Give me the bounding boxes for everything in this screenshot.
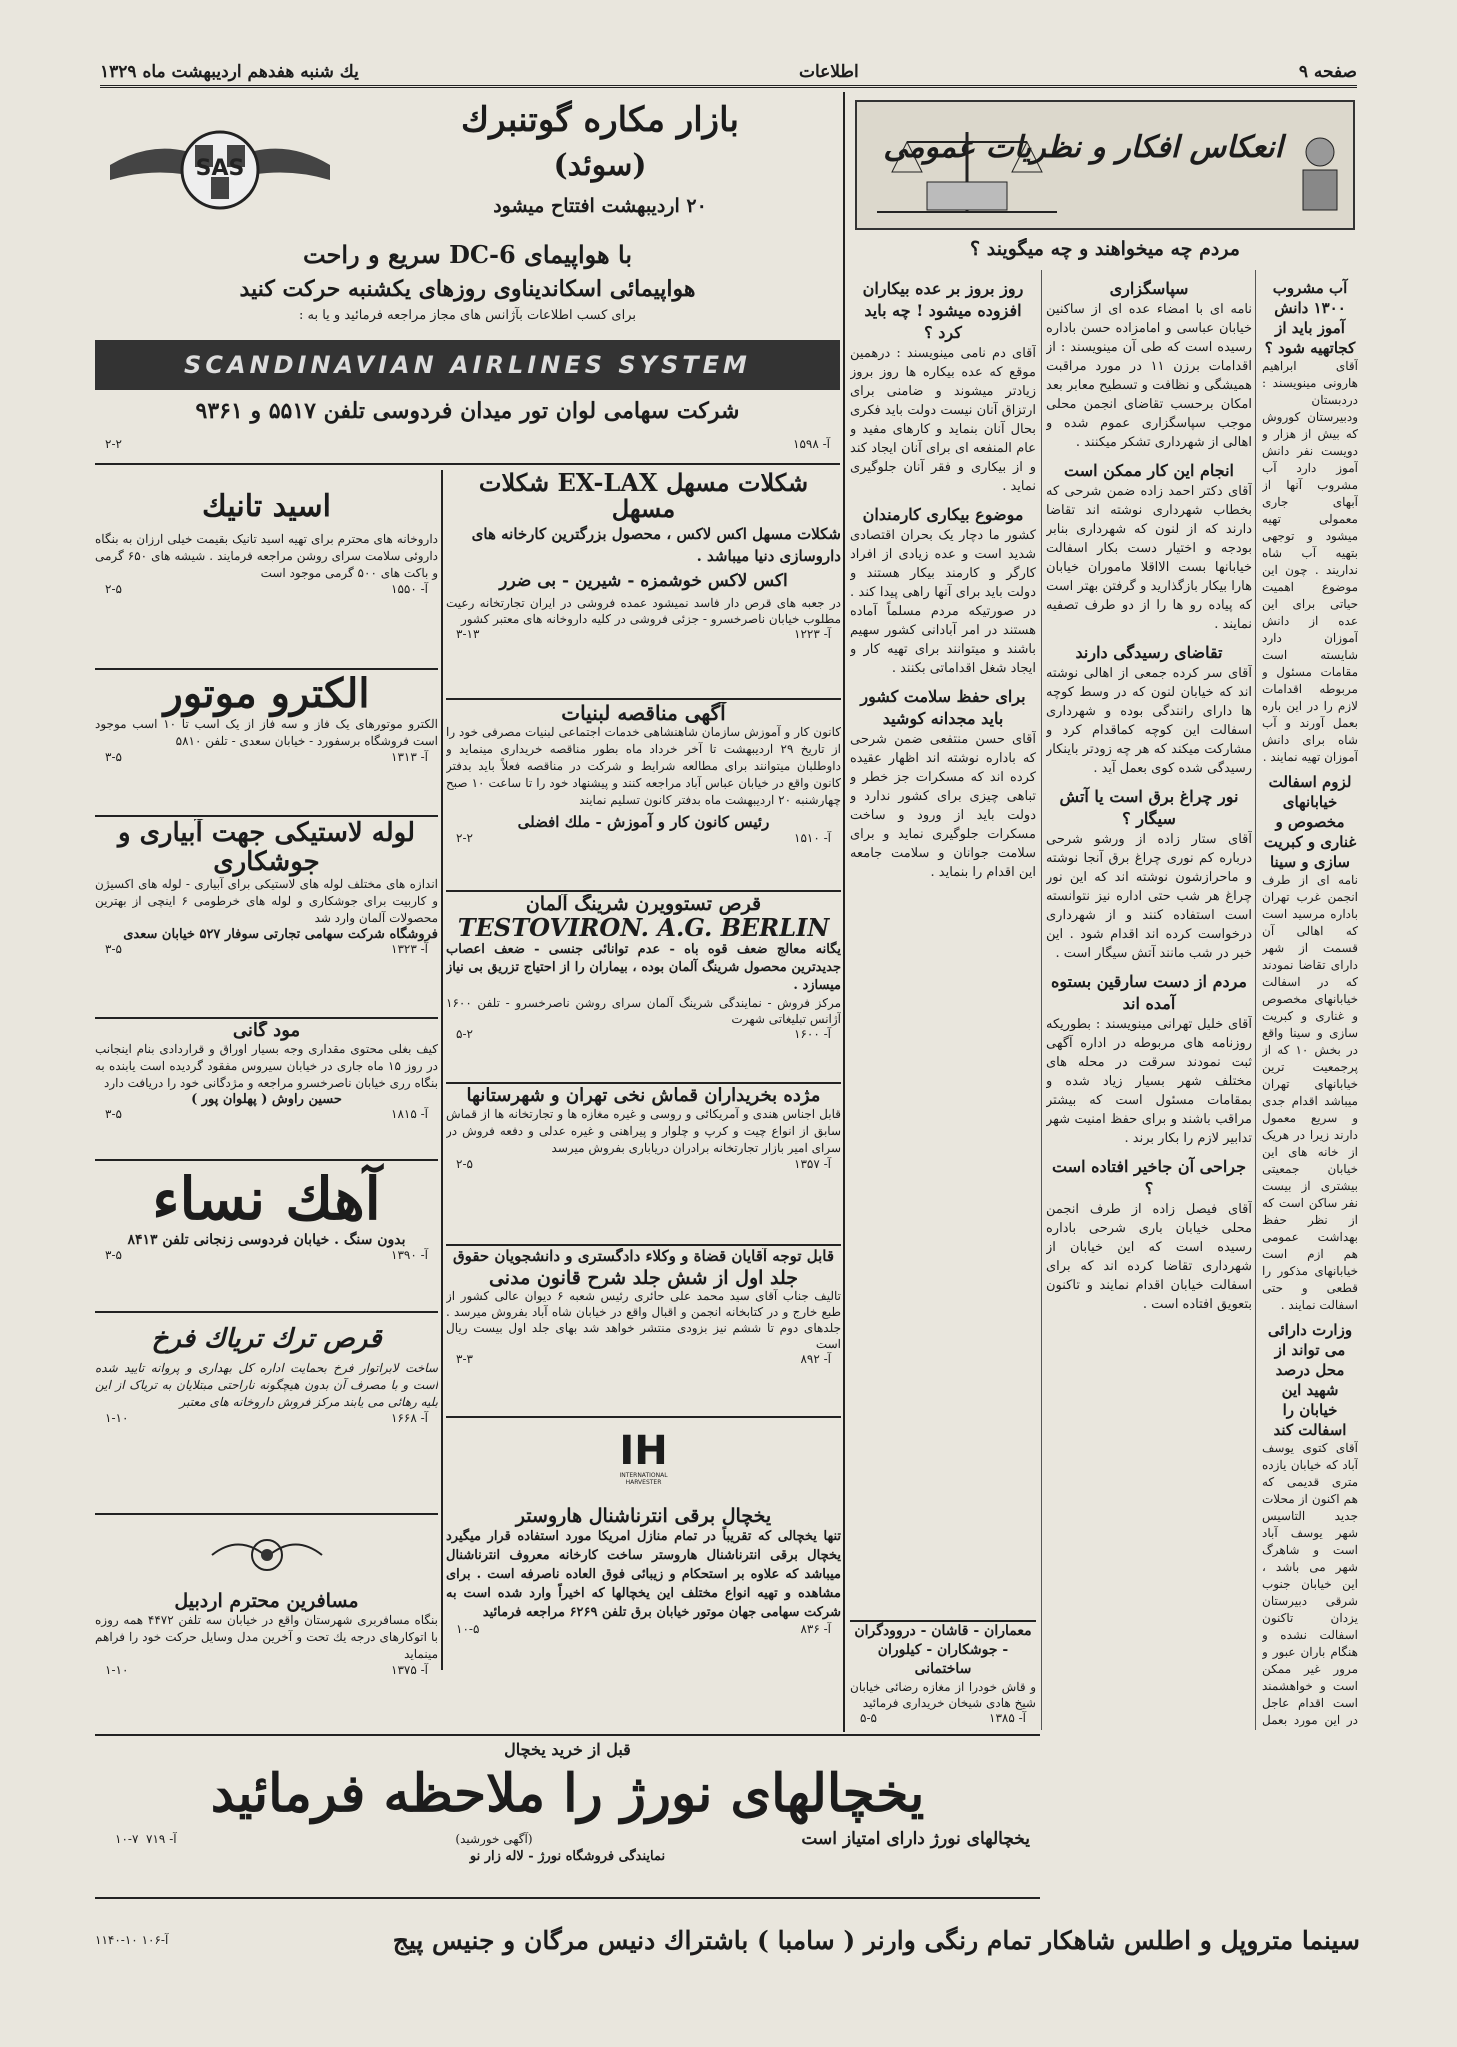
fabric-ad [446, 1086, 841, 1246]
ih-logo-mark: IH [619, 1428, 668, 1474]
letter-title: جراحی آن جاخیر افتاده است ؟ [1051, 1157, 1247, 1198]
acid-body: داروخانه های محترم برای تهیه اسید تانیک بقیمت خیلی ارزان به بنگاه داروئی سلامت سرای روشن مراجعه فرمایند . شیشه های ۶۵۰ گرمی و باکت های ۵۰۰ گرمی موجود است [95, 532, 438, 580]
mode-body: کیف بغلی محتوی مقداری وجه بسیار اوراق و قراردادی بنام اینجانب در روز ۱۵ ماه جاری در خیابان سیروس مفقود گردیده است یابنده به بنگاه رری خیابان ناصرخسرو مراجعه و مژدگانی خود را دریافت دارد [95, 1041, 438, 1090]
code-left: ۱۰-۷ [115, 1832, 139, 1846]
code-right: آ- ۱۳۸۵ [989, 1711, 1026, 1725]
pipe-line: فروشگاه شرکت سهامی تجارتی سوفار ۵۲۷ خیابان سعدی [123, 927, 438, 943]
letter-2-1 [1046, 278, 1252, 452]
letter-1-1 [1262, 278, 1358, 766]
code-left: ۳-۵ [105, 942, 122, 957]
testo-seller: مرکز فروش - نمایندگی شرینگ آلمان سرای روشن ناصرخسرو - تلفن ۱۶۰۰ آژانس تبلیغاتی شهرت [446, 996, 841, 1027]
code-right: آ- ۱۶۶۸ [391, 1410, 428, 1425]
letter-title: وزارت دارائی می تواند از محل درصد شهید این خیابان را اسفالت کند [1267, 1321, 1353, 1439]
testo-body: یگانه معالج ضعف قوه باه - عدم توانائی جنسی - ضعف اعصاب جدیدترین محصول شرینگ آلمان بوده ، بیماران را از احتیاج تزریق بی نیاز میسازد . [446, 942, 841, 994]
ad-code [95, 1248, 438, 1262]
letter-2-2 [1046, 460, 1252, 634]
architects-ad [850, 1620, 1036, 1730]
fridge-agent: نمایندگی فروشگاه نورژ - لاله زار نو [469, 1849, 666, 1864]
letter-1-2 [1262, 772, 1358, 1314]
opinion-column-3 [850, 278, 1036, 1278]
law-title: قابل توجه آقایان قضاة و وکلاء دادگستری و دانشجویان حقوق [452, 1248, 835, 1265]
code-left: ۵-۵ [860, 1711, 877, 1725]
sas-opening: ۲۰ اردیبهشت افتتاح میشود [493, 195, 707, 217]
law-body: تالیف جناب آقای سید محمد علی حائری رئیس شعبه ۶ دیوان عالی کشور از طبع خارج و در کتابخانه انجمن و اقبال واقع در خیابان شاه آباد بفروش میرسد . جلدهای دوم تا ششم نیز بزودی منتشر خواهد شد بهای جلد اول بیست ریال است [446, 1289, 841, 1352]
fridge-note: (آگهی خورشید) [455, 1832, 533, 1846]
ih-body: تنها یخچالی که تقریباً در تمام منازل امریکا مورد استفاده قرار میگیرد یخچال برقی انترناشنال هاروستر ساخت کارخانه معروف انترناشنال میباشد که علاوه بر استحکام و زیبائی فوق العاده ناصرفه است . برای مشاهده و تهیه انواع مختلف این یخچالها که اخیراً وارد شده است به شرکت سهامی جهان موتور خیابان برق تلفن ۶۲۶۹ مراجعه فرمائید [446, 1528, 841, 1620]
sas-winged-logo [100, 105, 340, 235]
law-book-ad [446, 1248, 841, 1418]
travelers-title: مسافرین محترم اردبیل [174, 1590, 359, 1612]
sas-ad [95, 100, 840, 465]
code-right: آ- ۱۲۲۳ [794, 626, 831, 641]
ad-code [95, 582, 438, 596]
code-left: ۲-۲ [456, 831, 473, 845]
opinion-banner [855, 100, 1355, 230]
fridge-sub: یخچالهای نورژ دارای امتیاز است [801, 1829, 1030, 1849]
code-left: ۳-۵ [105, 750, 122, 764]
exlax-ad [446, 470, 841, 700]
tender-ad [446, 702, 841, 892]
sas-line3: برای کسب اطلاعات بآژانس های مجاز مراجعه فرمائید و یا به : [298, 308, 637, 323]
ih-title: یخچال برقی انترناشنال هاروستر [515, 1505, 772, 1527]
letter-body: آقای دکتر احمد زاده ضمن شرحی که بخطاب شهرداری نوشته اند تقاضا دارند که از لنون که شهرداری بنابر بودجه و اختیار دست بکار اسفالت خیابانها بست الااقلا ماموران خیابان هارا بیکار بازگذارید و گرفتن بهتر است که پیاده رو ها را از دو طرف تصفیه نمایند . [1046, 484, 1252, 632]
fabric-body: قابل اجناس هندی و آمریکائی و روسی و غیره مغازه ها و تجارتخانه ها از قماش سابق از انواع چیت و کرپ و چلوار و پیراهنی و غیره عدلی و دفعه فروش در سرای امیر بازار تجارتخانه برادران دریاباری بفروش میرسد [446, 1106, 841, 1155]
code-left: ۱-۱۰ [105, 1662, 129, 1677]
travelers-body: بنگاه مسافربری شهرستان واقع در خیابان سه تلفن ۴۴۷۲ همه روزه با اتوکارهای درجه یك تحت و آخرین مدل وسایل حرکت خود را فراهم مینماید [95, 1612, 438, 1661]
sas-subtitle: (سوئد) [553, 148, 647, 183]
code-left: ۲-۵ [105, 582, 122, 596]
sas-line2: هواپیمائی اسکاندیناوی روزهای یکشنبه حرکت کنید [239, 276, 696, 302]
motor-body: الکترو موتورهای یک فاز و سه فاز از یک اسب تا ۱۰ اسب موجود است فروشگاه برسفورد - خیابان سعدی - تلفن ۵۸۱۰ [95, 717, 438, 748]
ahak-line: بدون سنگ . خیابان فردوسی زنجانی تلفن ۸۴۱۳ [127, 1231, 406, 1248]
acid-title: اسید تانیك [202, 489, 331, 524]
letter-body: نامه ای با امضاء عده ای از ساکنین خیابان عباسی و امامزاده حسن باداره رسیده است که طی آن مینویسند : از اقدامات برزن ۱۱ در مورد مراقبت همیشگی و نظافت و تسطیح معابر بعد امکان برحسب تقاضای انجمن محلی موجب سپاسگزاری عموم شده و اهالی از شهرداری تشکر میکنند . [1046, 302, 1252, 450]
ad-code [446, 1622, 841, 1636]
letter-3-3 [850, 686, 1036, 882]
letter-title: مردم از دست سارقین بستوه آمده اند [1051, 972, 1247, 1013]
ad-code [95, 1411, 438, 1425]
letter-3-2 [850, 504, 1036, 678]
letter-body: آقای فیصل زاده از طرف انجمن محلی خیابان باری شرحی باداره رسیده است که این خیابان از شهرداری تقاضا کرده اند که برای اسفالت خیابان اقدام نمایند و تاکنون بتعویق افتاده است . [1046, 1202, 1252, 1312]
ad-code [446, 1352, 841, 1366]
letter-body: آقای حسن منتفعی ضمن شرحی که باداره نوشته اند اظهار عقیده کرده اند که مسکرات جز خطر و تباهی چیزی برای کشور ندارد و دولت باید از ورود و ساخت مسکرات جلوگیری نماید و برای سلامت جوانان و سلامت جامعه این اقدام را بنماید . [850, 732, 1036, 880]
code-right: آ- ۱۶۰۰ [794, 1027, 831, 1042]
law-sub: جلد اول از شش جلد شرح قانون مدنی [488, 1266, 799, 1289]
sas-banner-text: SCANDINAVIAN AIRLINES SYSTEM [184, 351, 751, 379]
electromotor-ad [95, 672, 438, 817]
ih-logo [604, 1430, 684, 1486]
letter-title: روز بروز بر عده بیکاران افزوده میشود ! چه باید کرد ؟ [862, 279, 1024, 342]
ih-logo-caption: INTERNATIONAL HARVESTER [619, 1472, 668, 1486]
mode-title: مود گانی [232, 1021, 301, 1041]
norge-fridge-ad [95, 1734, 1040, 1899]
architects-body: و قاش خودرا از مغازه رضائی خیابان شیخ هادی شیخان خریداری فرمائید [850, 1680, 1036, 1710]
page-number: صفحه ۹ [1298, 61, 1357, 82]
letter-body: آقای خلیل تهرانی مینویسند : بطوریکه روزنامه های مربوطه در اداره آگهی ثبت نمودند سرقت در محله های مختلف شهر بسیار زیاد شده و بمقامات مسئول است که بیشتر مراقب باشند و برای حفظ امنیت شهر تدابیر لازم را بکار برند . [1046, 1017, 1252, 1146]
code-left: ۱۰-۵ [456, 1621, 480, 1636]
exlax-line2: اکس لاکس خوشمزه - شیرین - بی ضرر [499, 570, 788, 591]
letter-title: انجام این کار ممکن است [1064, 461, 1234, 480]
tender-title: آگهی مناقصه لبنیات [561, 702, 726, 725]
newspaper-name: اطلاعات [798, 61, 859, 82]
opium-title: قرص ترك تریاك فرخ [151, 1324, 382, 1354]
code-right: آ- ۱۳۵۷ [794, 1156, 831, 1171]
mode-sign: حسین راوش ( پهلوان پور ) [191, 1091, 342, 1107]
letter-1-3 [1262, 1320, 1358, 1728]
letter-title: موضوع بیکاری کارمندان [862, 505, 1024, 524]
sas-company: شرکت سهامی لوان تور میدان فردوسی تلفن ۵۵۱۷ و ۹۳۶۱ [195, 398, 740, 424]
exlax-title: شکلات مسهل EX-LAX شکلات مسهل [478, 470, 809, 524]
letter-body: آقای ابراهیم هارونی مینویسند : دردبستان ودبیرستان کوروش که بیش از هزار و دویست نفر دانش آموز دارد آب مشروب آنها از آبهای جاری معمولی تهیه میشود و توجهی بتهیه آب شاه نداریند . چون این موضوع اهمیت حیاتی برای این عده از دانش آموزان دارد شایسته است مقامات مسئول و مربوطه اقدامات لازم را در این باره بعمل آورند و آب شاه برای دانش آموزان تهیه نمایند . [1262, 359, 1358, 764]
ad-code [446, 627, 841, 641]
letter-2-6 [1046, 1156, 1252, 1314]
code-right: آ- ۱۸۱۵ [391, 1106, 428, 1121]
ad-code [95, 1107, 438, 1121]
ih-fridge-ad [446, 1420, 841, 1730]
letter-title: لزوم اسفالت خیابانهای مخصوص و غناری و کبریت سازی و سینا [1263, 773, 1357, 871]
fabric-title: مژده بخریداران قماش نخی تهران و شهرستانها [466, 1086, 821, 1106]
ad-code [446, 1157, 841, 1171]
code-right: آ- ۸۳۶ [800, 1621, 831, 1636]
tender-body: کانون کار و آموزش سازمان شاهنشاهی خدمات اجتماعی لبنیات مصرفی خود را از تاریخ ۲۹ اردیبهشت تا آخر خرداد ماه بطور مناقصه خریداری مینماید و داوطلبان میتوانند برای مطالعه شرایط و شرکت در مناقصه فعلاً باید بدفتر کانون واقع در خیابان عباس آباد مراجعه کنند و پیشنهاد خود را تا ساعت ۱۰ صبح چهارشنبه ۲۰ اردیبهشت ماه بدفتر کانون تسلیم نمایند [446, 725, 841, 807]
letter-title: برای حفظ سلامت کشور باید مجدانه کوشید [860, 687, 1026, 728]
testo-title: قرص تستوویرن شرینگ آلمان [525, 894, 762, 915]
code-right: آ- ۱۵۵۰ [391, 582, 428, 596]
code-right: آ- ۷۱۹ [146, 1832, 177, 1846]
letter-body: نامه ای از طرف انجمن غرب تهران باداره مرسید است که اهالی آن قسمت از شهر دارای تقاضا نمودند که در اسفالت خیابانهای مخصوص و غناری و کبریت سازی و سینا واقع در بخش ۱۰ که از پرجمعیت ترین خیابانهای تهران میباشد اقدام جدی و سریع معمول دارند زیرا در هریک از خانه های این خیابان جمعیتی بیشتری از بیست نفر ساکن است که از نظر حفظ بهداشت عمومی هم ازم است خیابانهای مذکور را قطعی و حتی اسفالت نمایند . [1262, 873, 1358, 1312]
letter-2-5 [1046, 971, 1252, 1148]
letter-body: آقای دم نامی مینویسند : درهمین موقع که عده بیکاره ها روز بروز زیادتر میشوند و ضامنی برای ارتزاق آنان نیست دولت باید فکری بحال آنان بنماید و کارهای مفید و عام المنفعه ای برای آنان ایجاد کند و از بیکاری و فقر آنان جلوگیری نماید . [850, 346, 1036, 494]
code-right: آ- ۸۹۲ [800, 1352, 831, 1367]
letter-body: آقای کتوی یوسف آباد که خیابان یازده متری قدیمی که هم اکنون از محلات جدید التاسیس شهر یوسف آباد است و شاهرگ شهر می باشد ، این خیابان جنوب شرقی دبیرستان یزدان تاکنون اسفالت نشده و هنگام باران عبور و مرور غیر ممکن است و خواهشمند است اقدام عاجل در این مورد بعمل [1262, 1441, 1358, 1727]
ahak-ad [95, 1163, 438, 1313]
sas-logo-text: SAS [195, 156, 245, 181]
letter-title: تقاضای رسیدگی دارند [1075, 643, 1223, 662]
sas-banner [95, 340, 840, 390]
letter-title: سپاسگزاری [1109, 279, 1189, 298]
reader-portrait-icon [1295, 132, 1345, 212]
letter-2-3 [1046, 642, 1252, 778]
code-right: آ- ۱۵۹۸ [793, 437, 830, 451]
ad-code [446, 1027, 841, 1041]
sas-title: بازار مکاره گوتنبرك [461, 100, 739, 140]
code-left: ۳-۵ [105, 1106, 122, 1121]
fridge-title: یخچالهای نورژ را ملاحظه فرمائید [210, 1763, 925, 1824]
acid-ad [95, 470, 438, 670]
pipe-ad [95, 819, 438, 1019]
code-right: آ- ۱۳۷۵ [391, 1662, 428, 1677]
code-right: آ- ۱۵۱۰ [794, 831, 831, 845]
ad-code [105, 1832, 187, 1846]
letter-title: نور چراغ برق است یا آتش سیگار ؟ [1059, 787, 1239, 828]
ad-code [446, 831, 841, 845]
code-left: ۳-۵ [105, 1247, 122, 1262]
ahak-title: آهك نساء [152, 1165, 381, 1233]
ad-code [95, 1663, 438, 1677]
code-right: آ- ۱۳۲۳ [391, 942, 428, 957]
letter-2-4 [1046, 786, 1252, 963]
emblem-icon [207, 1525, 327, 1585]
testoviron-ad [446, 894, 841, 1084]
sas-line1: با هواپیمای DC-6 سریع و راحت [302, 240, 633, 269]
exlax-line1: شکلات مسهل اکس لاکس ، محصول بزرگترین کارخانه های داروسازی دنیا میباشد . [471, 524, 841, 565]
architects-title: معماران - قاشان - دروودگران - جوشکاران - کیلوران ساختمانی [854, 1623, 1032, 1677]
cinema-code: آ-۱۰۶ ۱۰-۱۱۴۰ [95, 1933, 169, 1947]
code-left: ۳-۳ [456, 1352, 473, 1367]
opinion-banner-title: انعکاس افکار و نظریات عمومی [883, 130, 1283, 165]
pipe-body: اندازه های مختلف لوله های لاستیکی برای آبیاری - لوله های اکسیژن و کاربیت برای جوشکاری و لوله های خرطومی ۶ اینچی از بهترین محصولات آلمان وارد شد [95, 877, 438, 926]
ardabil-travel-ad [95, 1517, 438, 1730]
fridge-pre: قبل از خرید یخچال [504, 1740, 631, 1759]
opinion-subtitle: مردم چه میخواهند و چه میگویند ؟ [970, 238, 1240, 260]
opinion-column-2 [1046, 278, 1252, 1728]
tender-sign: رئیس کانون کار و آموزش - ملك افضلی [517, 813, 770, 831]
ad-code [95, 750, 438, 764]
ad-code [95, 942, 438, 956]
exlax-line3: در جعبه های قرص دار فاسد نمیشود عمده فروشی در ایران تجارتخانه رعیت مطلوب خیابان ناصرخسرو - جزئی فروشی در کلیه داروخانه های معتبر کشور [446, 595, 841, 626]
opium-pill-ad [95, 1315, 438, 1515]
code-right: آ- ۱۳۹۰ [391, 1247, 428, 1262]
code-left: ۲-۲ [105, 437, 122, 451]
ad-code [95, 437, 840, 451]
motor-title: الکترو موتور [163, 672, 370, 717]
letter-title: آب مشروب ۱۳۰۰ دانش آموز باید از کجاتهیه شود ؟ [1264, 279, 1356, 357]
code-left: ۳-۱۳ [456, 626, 480, 641]
testo-brand: TESTOVIRON. A.G. BERLIN [457, 912, 830, 942]
letter-3-1 [850, 278, 1036, 496]
code-right: آ- ۱۳۱۳ [391, 750, 428, 764]
scales-illustration [867, 112, 1067, 222]
opinion-column-1-content [1262, 278, 1358, 1728]
issue-date: یك شنبه هفدهم اردیبهشت ماه ۱۳۲۹ [100, 61, 359, 82]
ad-code [850, 1711, 1036, 1725]
opium-body: ساخت لابراتوار فرخ بحمایت اداره کل بهداری و پروانه تایید شده است و با مصرف آن بدون هیچگونه ناراحتی مبتلایان به تریاک از این بلیه رهائی می یابند مرکز فروش داروخانه های معتبر [95, 1360, 438, 1409]
lost-item-ad [95, 1021, 438, 1161]
letter-body: آقای ستار زاده از ورشو شرحی درباره کم نوری چراغ برق آنجا نوشته و ماحرازشون نوشته اند که این نور چراغ هر شب حتی اداره نیز نتوانسته است استفاده کنند و از شهرداری درخواست کرده اند اقدام شود . این خبر در شب مانند آتش سیگار است . [1046, 832, 1252, 961]
code-left: ۵-۲ [456, 1027, 473, 1042]
page-header [100, 58, 1357, 88]
letter-body: آقای سر کرده جمعی از اهالی نوشته اند که خیابان لنون که در وسط کوچه ها دارای رانندگی بوده و شهرداری اسفالت این کوچه کماقدام کرد و مشارکت میکند که هر چه زودتر باینکار رسیدگی شده کوی بعمل آید . [1046, 666, 1252, 776]
pipe-title: لوله لاستیکی جهت آبیاری و جوشکاری [117, 819, 416, 877]
cinema-ad [95, 1905, 1360, 1975]
letter-body: کشور ما دچار یک بحران اقتصادی شدید است و عده زیادی از افراد کارگر و کارمند بیکار هستند و دولت باید برای آنها راهی پیدا کند . در صورتیکه مردم مسلماً آماده هستند در امر آبادانی کشور سهیم باشند و میتوانند برای تهیه کار و ایجاد شغل اقداماتی بکنند . [850, 528, 1036, 676]
code-left: ۲-۵ [456, 1156, 473, 1171]
code-left: ۱-۱۰ [105, 1410, 129, 1425]
cinema-title: سینما متروپل و اطلس شاهکار تمام رنگی وارنر ( سامبا ) باشتراك دنیس مرگان و جنیس پیج [392, 1925, 1360, 1955]
